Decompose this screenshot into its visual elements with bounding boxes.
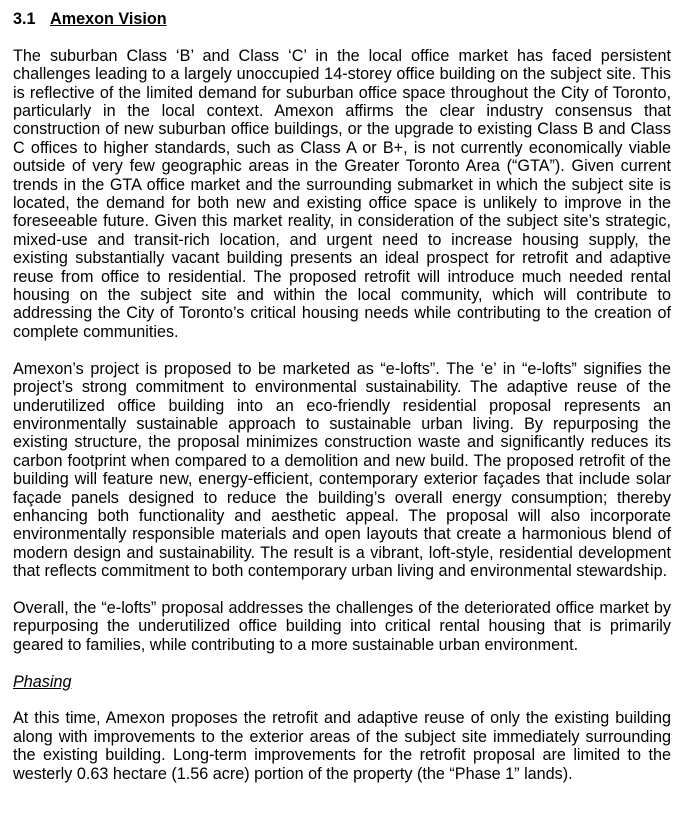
paragraph-office-market-context: The suburban Class ‘B’ and Class ‘C’ in the local office market has faced persistent challenges leading to a largely unoccupied 14-storey office building on the subject site. This is reflective of the limited demand for suburban office space throughout the City of Toronto, particularly in the local context. Amexon affirms the clear industry consensus that construction of new suburban office buildings, or the upgrade to existing Class B and Class C offices to higher standards, such as Class A or B+, is not currently economically viable outside of very few geographic areas in the Greater Toronto Area (“GTA”). Given current trends in the GTA office market and the surrounding submarket in which the subject site is located, the demand for both new and existing office space is unlikely to improve in the foreseeable future. Given this market reality, in consideration of the subject site’s strategic, mixed-use and transit-rich location, and urgent need to increase housing supply, the existing substantially vacant building presents an ideal prospect for retrofit and adaptive reuse from office to residential. The proposed retrofit will introduce much needed rental housing on the subject site and within the local community, which will contribute to addressing the City of Toronto’s critical housing needs while contributing to the creation of complete communities. [13, 46, 671, 341]
section-number: 3.1 [13, 10, 36, 28]
paragraph-elofts-branding: Amexon’s project is proposed to be marketed as “e-lofts”. The ‘e’ in “e-lofts” signifies the project’s strong commitment to environmental sustainability. The adaptive reuse of the underutilized office building into an eco-friendly residential proposal represents an environmentally sustainable approach to sustainable urban living. By repurposing the existing structure, the proposal minimizes construction waste and significantly reduces its carbon footprint when compared to a demolition and new build. The proposed retrofit of the building will feature new, energy-efficient, contemporary exterior façades that include solar façade panels designed to reduce the building’s overall energy consumption; thereby enhancing both functionality and aesthetic appeal. The proposal will also incorporate environmentally responsible materials and open layouts that create a harmonious blend of modern design and sustainability. The result is a vibrant, loft-style, residential development that reflects commitment to both contemporary urban living and environmental stewardship. [13, 359, 671, 581]
paragraph-phasing-details: At this time, Amexon proposes the retrofit and adaptive reuse of only the existing building along with improvements to the exterior areas of the subject site immediately surrounding the existing building. Long-term improvements for the retrofit proposal are limited to the westerly 0.63 hectare (1.56 acre) portion of the property (the “Phase 1” lands). [13, 709, 671, 783]
section-title: Amexon Vision [50, 10, 167, 28]
paragraph-overall-summary: Overall, the “e-lofts” proposal addresses the challenges of the deteriorated office market by repurposing the underutilized office building into critical rental housing that is primarily geared to families, while contributing to a more sustainable urban environment. [13, 598, 671, 654]
section-heading [13, 10, 671, 28]
subheading-phasing: Phasing [13, 672, 72, 691]
